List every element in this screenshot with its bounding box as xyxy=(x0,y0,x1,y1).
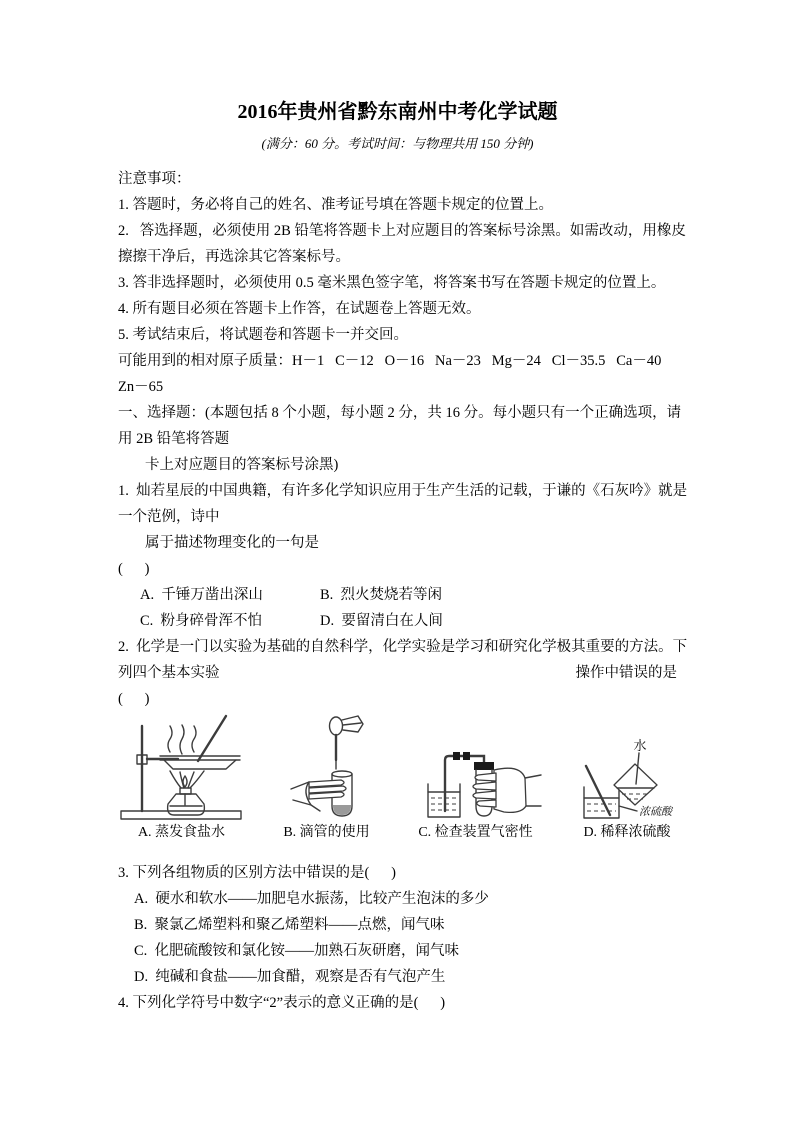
section-one-header-line-2: 用 2B 铅笔将答题 xyxy=(118,431,230,447)
q1-option-b: B. 烈火焚烧若等闲 xyxy=(320,587,443,603)
figure-c-airtightness xyxy=(408,714,543,844)
atomic-masses-line-2: Zn－65 xyxy=(118,379,164,395)
note-line-2-cont: 擦擦干净后，再选涂其它答案标号。 xyxy=(118,249,350,265)
section-one-header-line-3: 卡上对应题目的答案标号涂黑) xyxy=(145,457,339,473)
note-line-2: 2. 答选择题，必须使用 2B 铅笔将答题卡上对应题目的答案标号涂黑。如需改动，用橡皮 xyxy=(118,223,686,239)
airtightness-check-icon xyxy=(408,714,543,820)
section-one-header-line-1: 一、选择题：(本题包括 8 个小题，每小题 2 分，共 16 分。每小题只有一个正确选项，请 xyxy=(118,405,682,421)
figure-c-label: C. 检查装置气密性 xyxy=(418,825,533,840)
dilute-sulfuric-acid-icon xyxy=(577,714,677,820)
q1-option-a: A. 千锤万凿出深山 xyxy=(140,587,263,603)
note-line-3: 3. 答非选择题时，必须使用 0.5 毫米黑色签字笔，将答案书写在答题卡规定的位置上。 xyxy=(118,275,666,291)
q1-stem-line-1: 1. 灿若星辰的中国典籍，有许多化学知识应用于生产生活的记载，于谦的《石灰吟》就是 xyxy=(118,483,688,499)
q3-option-a: A. 硬水和软水——加肥皂水振荡，比较产生泡沫的多少 xyxy=(134,891,489,907)
note-line-4: 4. 所有题目必须在答题卡上作答，在试题卷上答题无效。 xyxy=(118,301,481,317)
q3-stem: 3. 下列各组物质的区别方法中错误的是( ) xyxy=(118,865,396,881)
q1-answer-bracket: ( ) xyxy=(118,561,150,577)
evaporation-apparatus-icon xyxy=(118,714,245,820)
water-annotation: 水 xyxy=(633,738,647,753)
figure-a-evaporation xyxy=(118,714,245,844)
acid-annotation: 浓硫酸 xyxy=(639,806,672,818)
note-line-1: 1. 答题时，务必将自己的姓名、准考证号填在答题卡规定的位置上。 xyxy=(118,197,553,213)
atomic-masses-line-1: 可能用到的相对原子质量：H－1 C－12 O－16 Na－23 Mg－24 Cl－35.5 Ca－40 xyxy=(118,353,662,369)
figure-b-label: B. 滴管的使用 xyxy=(283,825,370,840)
figure-b-dropper xyxy=(279,714,374,844)
figure-a-label: A. 蒸发食盐水 xyxy=(137,825,226,840)
q3-option-b: B. 聚氯乙烯塑料和聚乙烯塑料——点燃，闻气味 xyxy=(134,917,445,933)
dropper-use-icon xyxy=(279,714,374,820)
q1-option-d: D. 要留清白在人间 xyxy=(320,613,443,629)
q1-options-row-2 xyxy=(118,608,677,634)
q4-stem: 4. 下列化学符号中数字“2”表示的意义正确的是( ) xyxy=(118,995,446,1011)
page-title: 2016年贵州省黔东南州中考化学试题 xyxy=(237,101,558,123)
q2-stem-line-2 xyxy=(118,660,677,686)
q3-option-d: D. 纯碱和食盐——加食醋，观察是否有气泡产生 xyxy=(134,969,446,985)
figure-d-label: D. 稀释浓硫酸 xyxy=(583,825,671,840)
page-subtitle: (满分：60 分。考试时间：与物理共用 150 分钟) xyxy=(261,136,534,151)
notes-heading: 注意事项： xyxy=(118,171,191,187)
q2-stem-line-2-right: 操作中错误的是 xyxy=(575,665,677,681)
q2-stem-line-1: 2. 化学是一门以实验为基础的自然科学，化学实验是学习和研究化学极其重要的方法。下 xyxy=(118,639,688,655)
q3-option-c: C. 化肥硫酸铵和氯化铵——加熟石灰研磨，闻气味 xyxy=(134,943,460,959)
q2-answer-bracket: ( ) xyxy=(118,691,150,707)
q2-stem-line-2-left: 列四个基本实验 xyxy=(118,665,220,681)
q1-option-c: C. 粉身碎骨浑不怕 xyxy=(140,613,263,629)
q1-options-row-1 xyxy=(118,582,677,608)
q2-figures-row xyxy=(118,712,677,844)
q1-stem-line-3: 属于描述物理变化的一句是 xyxy=(145,535,319,551)
q3-and-q4-block xyxy=(118,860,677,1016)
q1-stem-line-2: 一个范例，诗中 xyxy=(118,509,220,525)
note-line-5: 5. 考试结束后，将试题卷和答题卡一并交回。 xyxy=(118,327,408,343)
figure-d-dilute-acid xyxy=(577,714,677,844)
exam-body xyxy=(118,166,688,712)
